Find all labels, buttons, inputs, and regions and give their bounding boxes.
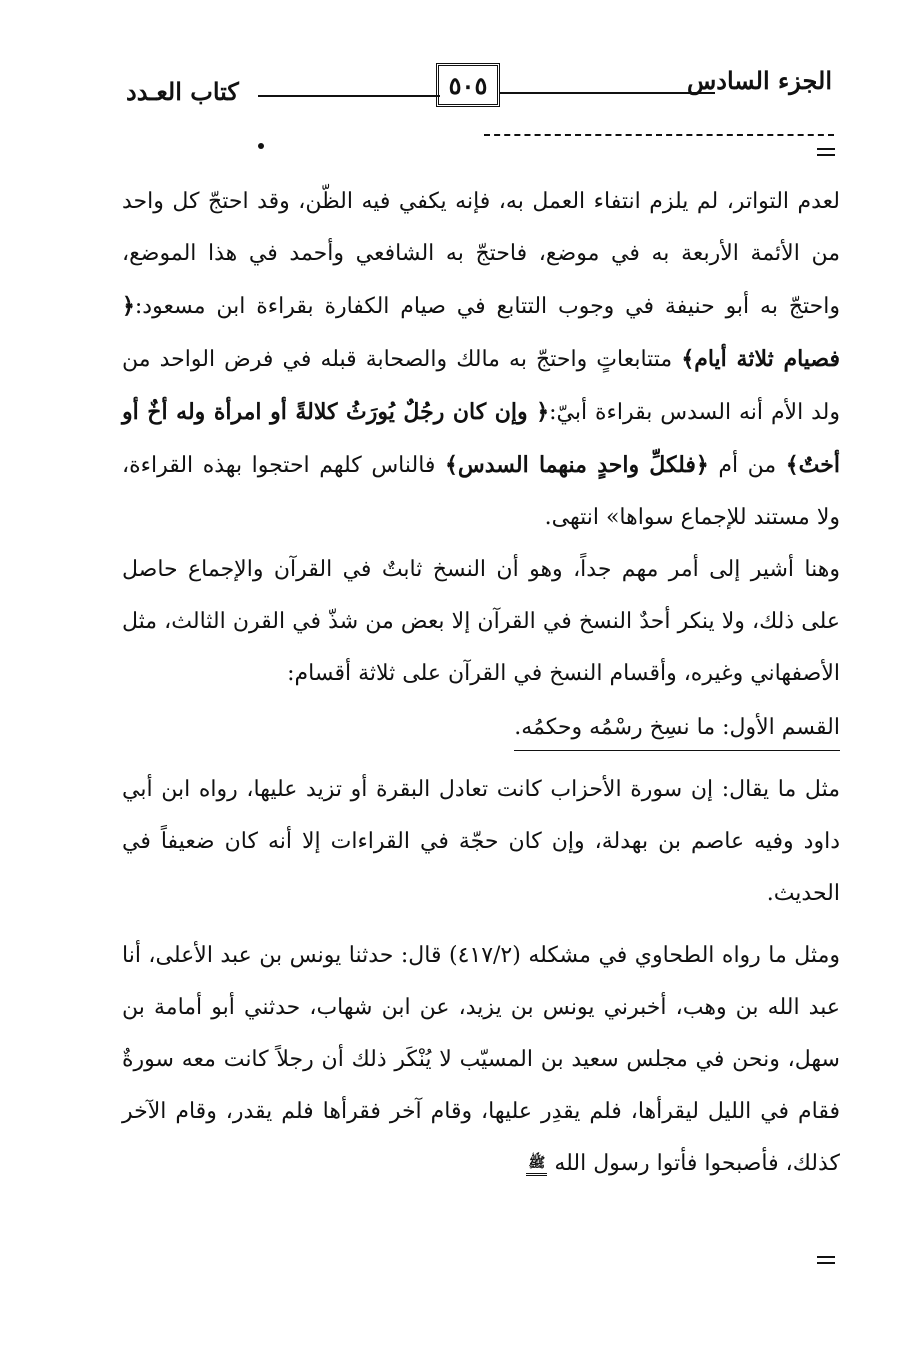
- running-head-book: كتاب العـدد: [126, 77, 239, 106]
- running-head-volume: الجزء السادس: [686, 66, 832, 95]
- header-rule-left: [258, 95, 440, 97]
- top-double-rule: [817, 148, 835, 156]
- paragraph-text: لعدم التواتر، لم يلزم انتفاء العمل به، فإنه يكفي فيه الظّن، وقد احتجّ كل واحد من الأئمة الأربعة به في موضع، فاحتجّ به الشافعي وأحمد في هذا الموضع، واحتجّ به أبو حنيفة في وجوب التتابع في صيام الكفارة بقراءة ابن مسعود:: [122, 189, 840, 319]
- paragraph-abrogation: وهنا أشير إلى أمر مهم جداً، وهو أن النسخ ثابتٌ في القرآن والإجماع حاصل على ذلك، ولا ينكر أحدٌ النسخ في القرآن إلا بعض من شذّ في القرن الثالث، مثل الأصفهاني وغيره، وأقسام النسخ في القرآن على ثلاثة أقسام:: [122, 557, 840, 686]
- paragraph-text: من أم: [708, 453, 786, 478]
- header-rule-right: [500, 92, 715, 94]
- page-number: ٥٠٥: [436, 63, 500, 107]
- paragraph-quotation: [122, 176, 840, 544]
- section-heading-label: القسم الأول:: [722, 715, 840, 740]
- quran-quote: ﴿فلكلِّ واحدٍ منهما السدس﴾: [445, 452, 709, 478]
- section-heading-title: ما نسِخ رسْمُه وحكمُه.: [514, 715, 723, 740]
- quran-quote: ﴿ وإن كان رجُلٌ يُورَثُ كلالةً أو امرأة وله أخٌ أو أختٌ﴾: [122, 399, 840, 478]
- quran-quote: ﴿ فصيام ثلاثة أيام﴾: [122, 293, 841, 372]
- section-heading-row: [122, 702, 840, 754]
- paragraph-example-2: [122, 930, 840, 1190]
- paragraph-text: فالناس كلهم احتجوا بهذه القراءة، ولا مستند للإجماع سواها» انتهى.: [122, 453, 840, 530]
- salawat-glyph: ﷺ: [526, 1153, 547, 1176]
- main-text: [122, 176, 840, 1190]
- bottom-double-rule: [817, 1256, 835, 1264]
- paragraph-example-1: مثل ما يقال: إن سورة الأحزاب كانت تعادل البقرة أو تزيد عليها، رواه ابن أبي داود وفيه عاصم بن بهدلة، وإن كان حجّة في القراءات إلا أنه كان ضعيفاً في الحديث.: [122, 777, 840, 906]
- paragraph-text: متتابعاتٍ واحتجّ به مالك والصحابة قبله في فرض الواحد من ولد الأم أنه السدس بقراءة أبيّ:: [122, 347, 840, 425]
- section-heading: [514, 706, 840, 751]
- header-dashed-rule: [484, 134, 834, 136]
- paragraph-text: ومثل ما رواه الطحاوي في مشكله (٤١٧/٢) قال: حدثنا يونس بن عبد الأعلى، أنا عبد الله بن وهب، أخبرني يونس بن يزيد، عن ابن شهاب، حدثني أبو أمامة بن سهل، ونحن في مجلس سعيد بن المسيّب لا يُنْكَر ذلك أن رجلاً كانت معه سورةٌ فقام في الليل ليقرأها، فلم يقدِر عليها، وقام آخر فقرأها فلم يقدر، وقام الآخر كذلك، فأصبحوا فأتوا رسول الله: [122, 943, 840, 1176]
- header-dot: [258, 143, 264, 149]
